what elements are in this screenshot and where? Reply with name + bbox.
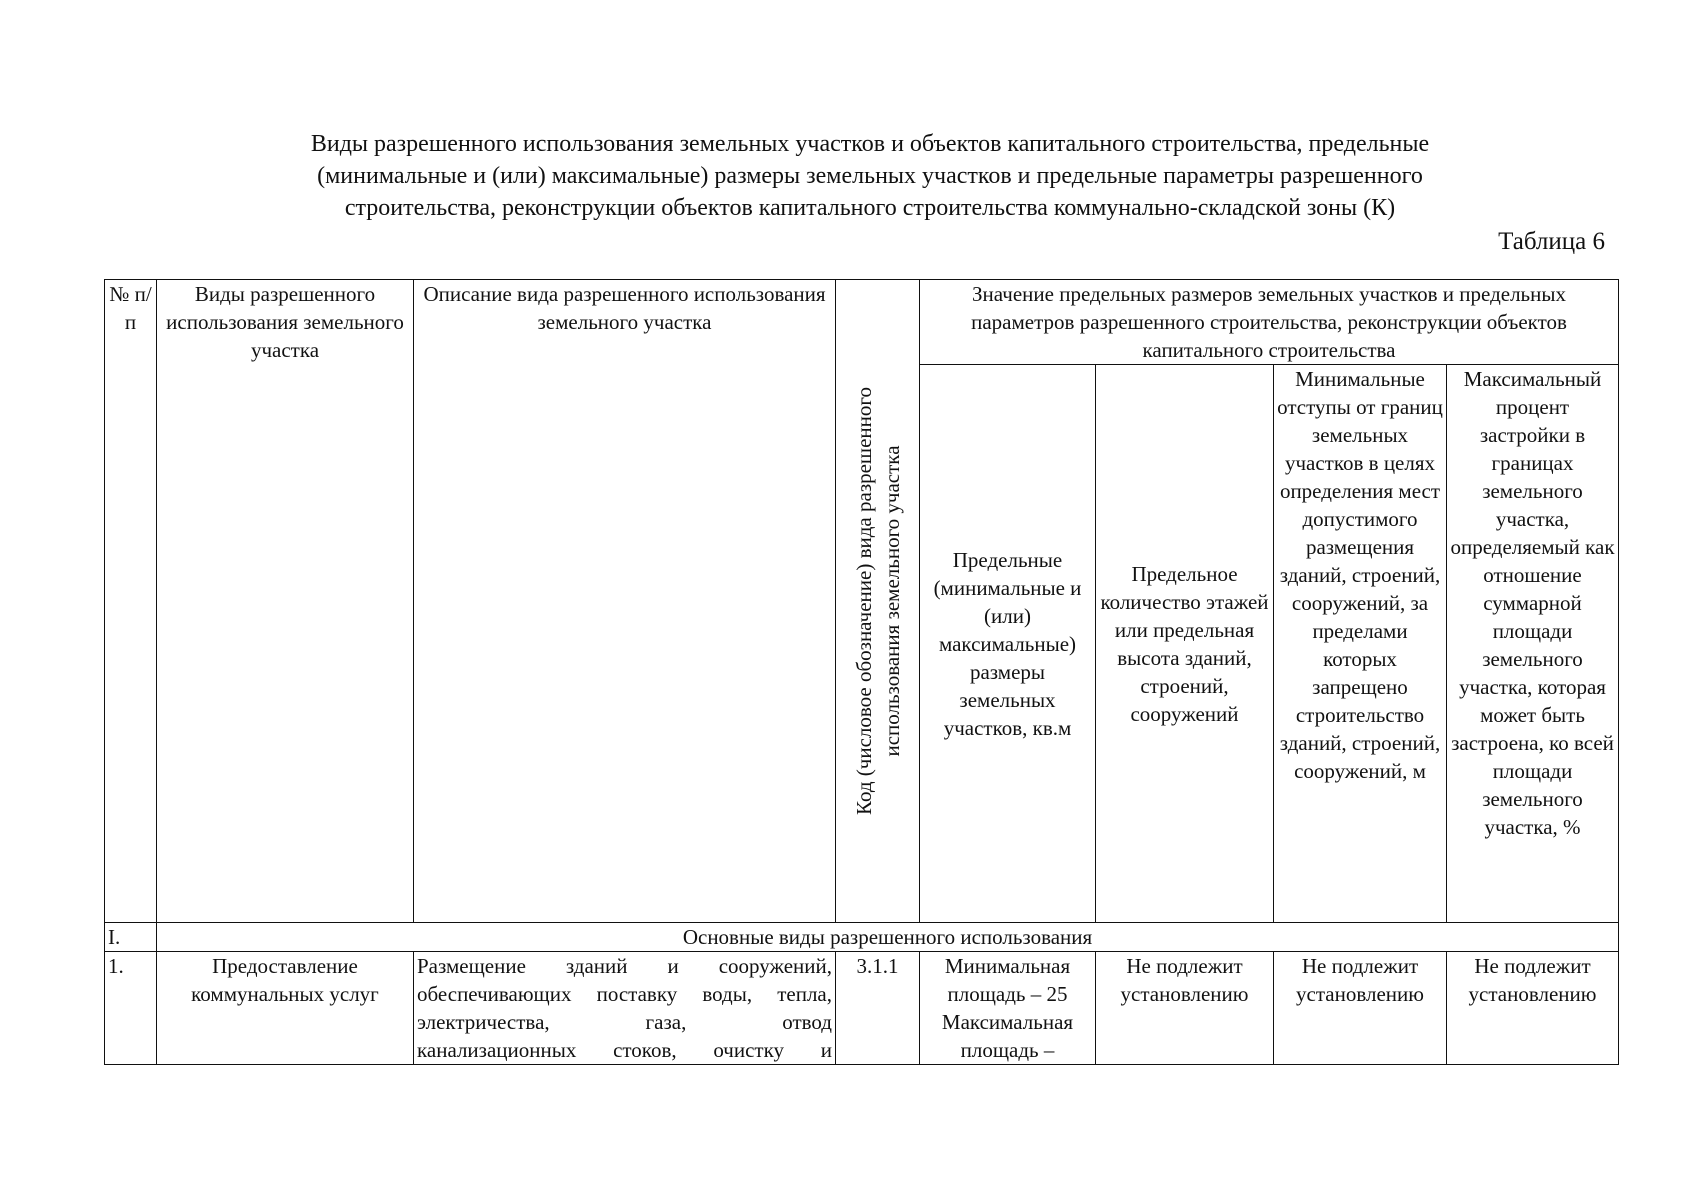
header-num: № п/п <box>105 280 157 923</box>
description-line: канализационных стоков, очистку и <box>417 1038 832 1062</box>
header-description: Описание вида разрешенного использования земельного участка <box>414 280 836 923</box>
description-line: обеспечивающих поставку воды, тепла, <box>417 982 832 1006</box>
sizes-line: Максимальная <box>941 1010 1074 1034</box>
row-floors: Не подлежит установлению <box>1096 952 1274 1065</box>
sizes-line: площадь – <box>960 1038 1055 1062</box>
title-line: строительства, реконструкции объектов капитального строительства коммунально-складской зоны (К) <box>344 195 1396 221</box>
zoning-table <box>104 279 1619 1065</box>
row-setbacks: Не подлежит установлению <box>1274 952 1447 1065</box>
header-sizes: Предельные (минимальные и (или) максимальные) размеры земельных участков, кв.м <box>920 365 1096 923</box>
table-row <box>105 952 1619 1065</box>
row-sizes <box>920 952 1096 1065</box>
document-title <box>150 128 1590 224</box>
title-line: (минимальные и (или) максимальные) размеры земельных участков и предельные параметры разрешенного <box>317 163 1423 189</box>
sizes-line: Минимальная <box>944 954 1071 978</box>
header-setbacks: Минимальные отступы от границ земельных участков в целях определения мест допустимого размещения зданий, строений, сооружений, за пределами которых запрещено строительство зданий, строений, сооружений, м <box>1274 365 1447 923</box>
title-line: Виды разрешенного использования земельных участков и объектов капитального строительства, предельные <box>310 131 1430 157</box>
row-num: 1. <box>105 952 157 1065</box>
header-kind: Виды разрешенного использования земельного участка <box>157 280 414 923</box>
header-code-cell <box>836 280 920 923</box>
row-description <box>414 952 836 1065</box>
description-line: электричества, газа, отвод <box>417 1010 832 1034</box>
section-title: Основные виды разрешенного использования <box>157 923 1619 952</box>
table-number: Таблица 6 <box>1498 228 1605 255</box>
row-coverage: Не подлежит установлению <box>1447 952 1619 1065</box>
header-coverage: Максимальный процент застройки в границах земельного участка, определяемый как отношение суммарной площади земельного участка, которая может быть застроена, ко всей площади земельного участка, % <box>1447 365 1619 923</box>
row-kind: Предоставление коммунальных услуг <box>157 952 414 1065</box>
description-line: Размещение зданий и сооружений, <box>417 954 832 978</box>
row-code: 3.1.1 <box>836 952 920 1065</box>
header-limits-group: Значение предельных размеров земельных участков и предельных параметров разрешенного строительства, реконструкции объектов капитального строительства <box>920 280 1619 365</box>
header-code: Код (числовое обозначение) вида разрешенного использования земельного участка <box>851 387 904 816</box>
header-floors: Предельное количество этажей или предельная высота зданий, строений, сооружений <box>1096 365 1274 923</box>
sizes-line: площадь – 25 <box>947 982 1068 1006</box>
section-num: I. <box>105 923 157 952</box>
